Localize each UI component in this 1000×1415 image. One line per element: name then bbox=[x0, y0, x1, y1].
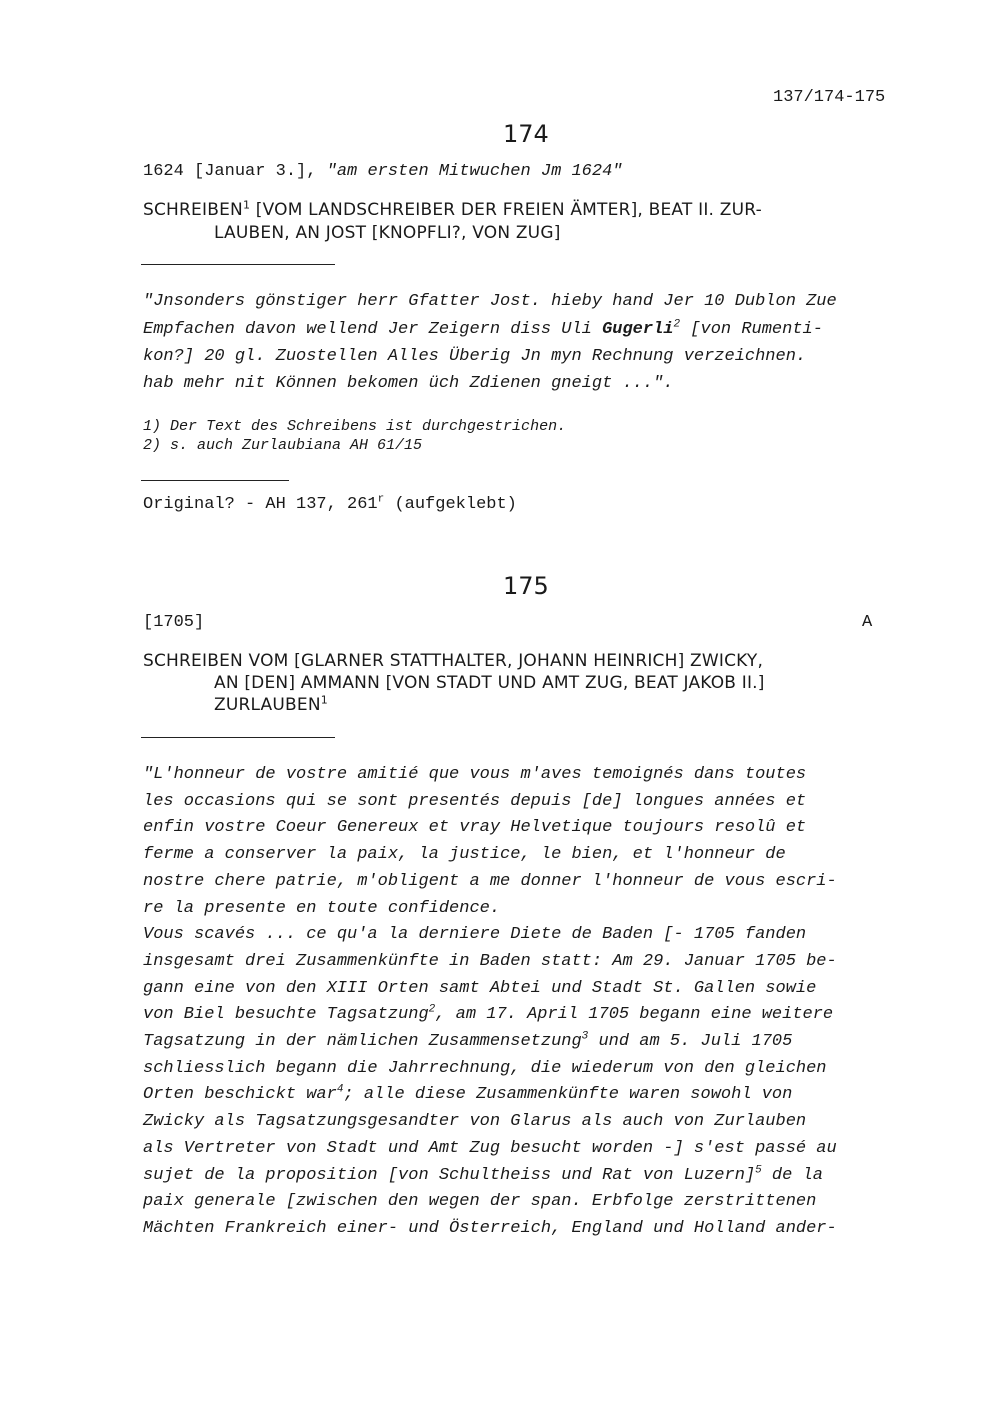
doc175-body-line bbox=[143, 1139, 837, 1158]
doc175-body-text: "L'honneur de vostre amitié que vous m'aves temoignés dans toutes bbox=[143, 765, 807, 784]
doc174-title-line1 bbox=[143, 200, 762, 220]
doc175-body-line bbox=[143, 899, 500, 918]
doc175-body-text: re la presente en toute confidence. bbox=[143, 899, 501, 918]
doc175-body-text: insgesamt drei Zusammenkünfte in Baden statt: Am 29. Januar 1705 be- bbox=[143, 952, 837, 971]
doc175-body-line bbox=[143, 818, 806, 837]
page-reference: 137/174-175 bbox=[773, 88, 886, 107]
doc175-body-text: Zwicky als Tagsatzungsgesandter von Glarus als auch von Zurlauben bbox=[143, 1112, 807, 1131]
doc175-body-text: , am 17. April 1705 begann eine weitere bbox=[435, 1005, 834, 1024]
doc175-body-text: ferme a conserver la paix, la justice, le bien, et l'honneur de bbox=[143, 845, 786, 864]
doc175-body-text: Vous scavés ... ce qu'a la derniere Diete de Baden [- 1705 fanden bbox=[143, 925, 807, 944]
doc175-body-line bbox=[143, 1059, 827, 1078]
doc175-body-line bbox=[143, 1219, 837, 1238]
doc175-body-line bbox=[143, 979, 816, 998]
doc175-body-line bbox=[143, 1085, 792, 1104]
doc175-date: [1705] bbox=[143, 613, 205, 632]
doc175-body-line bbox=[143, 1032, 792, 1051]
doc174-footnote-2: 2) s. auch Zurlaubiana AH 61/15 bbox=[143, 437, 423, 454]
doc175-body-line bbox=[143, 1166, 823, 1185]
doc175-body-text: nostre chere patrie, m'obligent a me donner l'honneur de vous escri- bbox=[143, 872, 837, 891]
doc174-source-text: Original? - AH 137, 261 bbox=[143, 495, 378, 514]
doc175-body-text: Mächten Frankreich einer- und Österreich, England und Holland ander- bbox=[143, 1219, 837, 1238]
doc174-source-sup: r bbox=[377, 493, 385, 506]
doc175-footnote-ref: 4 bbox=[336, 1083, 344, 1096]
doc174-footnote-ref-2: 2 bbox=[673, 318, 681, 331]
doc175-body-text: ; alle diese Zusammenkünfte waren sowohl von bbox=[343, 1085, 793, 1104]
doc175-body-line bbox=[143, 925, 806, 944]
doc175-body-line bbox=[143, 872, 837, 891]
doc175-body-text: sujet de la proposition [von Schultheiss und Rat von Luzern] bbox=[143, 1166, 756, 1185]
doc174-date-text: 1624 [Januar 3.], bbox=[143, 162, 327, 181]
document-number-175: 175 bbox=[503, 572, 549, 600]
doc175-marker: A bbox=[862, 613, 873, 632]
doc174-title-rest: [VOM LANDSCHREIBER DER FREIEN ÄMTER], BEAT II. ZUR- bbox=[250, 200, 762, 220]
doc175-body-text: als Vertreter von Stadt und Amt Zug besucht worden -] s'est passé au bbox=[143, 1139, 837, 1158]
doc175-body-line bbox=[143, 1112, 806, 1131]
doc175-body-line bbox=[143, 1192, 816, 1211]
document-number-174: 174 bbox=[503, 120, 549, 148]
doc175-body-text: Tagsatzung in der nämlichen Zusammensetzung bbox=[143, 1032, 582, 1051]
doc175-body-line bbox=[143, 952, 837, 971]
doc175-footnote-ref: 5 bbox=[755, 1164, 762, 1177]
doc175-title-divider bbox=[141, 737, 335, 738]
doc175-title-name: ZURLAUBEN bbox=[214, 695, 321, 715]
doc175-footnote-ref: 3 bbox=[581, 1030, 589, 1043]
doc175-body-line bbox=[143, 1005, 833, 1024]
doc175-title-line2: AN [DEN] AMMANN [VON STADT UND AMT ZUG, BEAT JAKOB II.] bbox=[214, 673, 765, 693]
doc175-body-text: les occasions qui se sont presentés depuis [de] longues années et bbox=[143, 792, 807, 811]
doc175-footnote-ref: 2 bbox=[428, 1003, 436, 1016]
doc174-body-name: Gugerli bbox=[602, 320, 674, 339]
doc175-body-text: paix generale [zwischen den wegen der span. Erbfolge zerstrittenen bbox=[143, 1192, 817, 1211]
doc175-body-line bbox=[143, 845, 786, 864]
doc175-body-line bbox=[143, 765, 806, 784]
doc174-body-line: hab mehr nit Können bekomen üch Zdienen gneigt ...". bbox=[143, 374, 674, 393]
doc174-body-line: kon?] 20 gl. Zuostellen Alles Überig Jn myn Rechnung verzeichnen. bbox=[143, 347, 807, 366]
doc174-date-quote: "am ersten Mitwuchen Jm 1624" bbox=[326, 162, 623, 181]
doc175-body-text: von Biel besuchte Tagsatzung bbox=[143, 1005, 429, 1024]
doc175-body-text: schliesslich begann die Jahrrechnung, die wiederum von den gleichen bbox=[143, 1059, 827, 1078]
doc174-source-note: (aufgeklebt) bbox=[384, 495, 517, 514]
doc175-title-line3 bbox=[214, 695, 328, 715]
doc174-footnote-divider bbox=[141, 480, 289, 481]
doc174-title-line2: LAUBEN, AN JOST [KNOPFLI?, VON ZUG] bbox=[214, 223, 561, 243]
doc175-title-line1: SCHREIBEN VOM [GLARNER STATTHALTER, JOHANN HEINRICH] ZWICKY, bbox=[143, 651, 764, 671]
doc175-body-line bbox=[143, 792, 806, 811]
doc175-body-text: Orten beschickt war bbox=[143, 1085, 337, 1104]
doc175-footnote-ref-1: 1 bbox=[320, 693, 328, 707]
doc175-body-text: de la bbox=[761, 1166, 823, 1185]
doc174-date bbox=[143, 162, 623, 181]
doc175-body-text: gann eine von den XIII Orten samt Abtei und Stadt St. Gallen sowie bbox=[143, 979, 817, 998]
doc174-footnote-1: 1) Der Text des Schreibens ist durchgestrichen. bbox=[143, 418, 567, 435]
doc174-title-word: SCHREIBEN bbox=[143, 200, 243, 220]
doc174-source bbox=[143, 495, 517, 514]
doc174-body-line bbox=[143, 320, 823, 339]
doc174-title-divider bbox=[141, 264, 335, 265]
doc175-body-text: und am 5. Juli 1705 bbox=[588, 1032, 793, 1051]
doc175-body-text: enfin vostre Coeur Genereux et vray Helvetique toujours resolû et bbox=[143, 818, 807, 837]
doc174-body-text: [von Rumenti- bbox=[680, 320, 823, 339]
doc174-body-line: "Jnsonders gönstiger herr Gfatter Jost. hieby hand Jer 10 Dublon Zue bbox=[143, 292, 837, 311]
doc174-body-text: Empfachen davon wellend Jer Zeigern diss Uli bbox=[143, 320, 603, 339]
doc174-footnote-ref-1: 1 bbox=[242, 198, 251, 212]
